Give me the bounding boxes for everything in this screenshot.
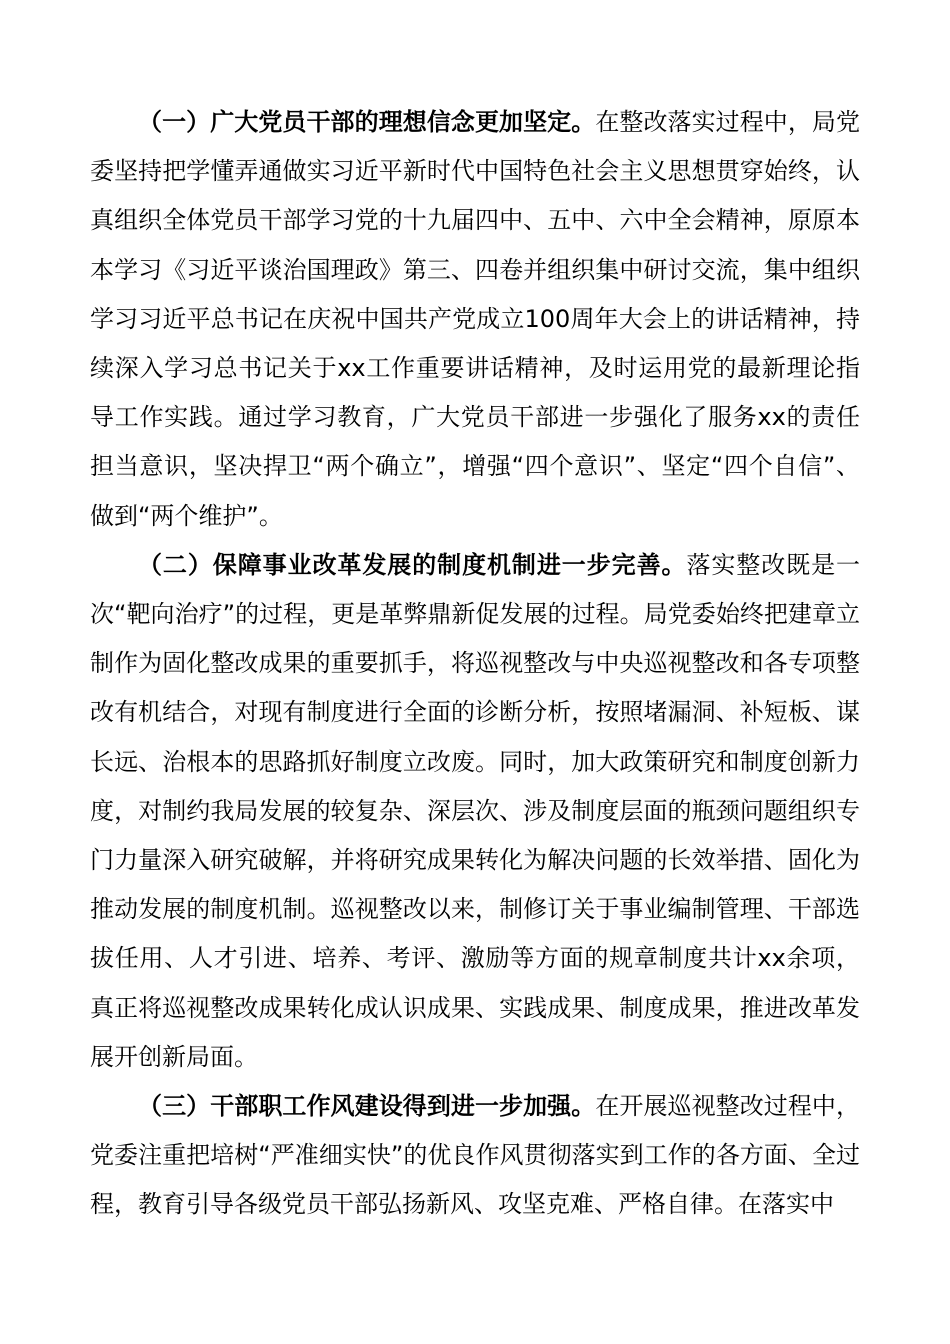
document-body	[90, 98, 860, 1230]
paragraph-2-heading: （二）保障事业改革发展的制度机制进一步完善。	[138, 550, 687, 579]
paragraph-1-heading: （一）广大党员干部的理想信念更加坚定。	[138, 108, 596, 136]
paragraph-3	[90, 1082, 860, 1230]
paragraph-2-body: 落实整改既是一次“靶向治疗”的过程，更是革弊鼎新促发展的过程。局党委始终把建章立制作为固化整改成果的重要抓手，将巡视整改与中央巡视整改和各专项整改有机结合，对现有制度进行全面的诊断分析，按照堵漏洞、补短板、谋长远、治根本的思路抓好制度立改废。同时，加大政策研究和制度创新力度，对制约我局发展的较复杂、深层次、涉及制度层面的瓶颈问题组织专门力量深入研究破解，并将研究成果转化为解决问题的长效举措、固化为推动发展的制度机制。巡视整改以来，制修订关于事业编制管理、干部选拔任用、人才引进、培养、考评、激励等方面的规章制度共计xx余项，真正将巡视整改成果转化成认识成果、实践成果、制度成果，推进改革发展开创新局面。	[90, 550, 861, 1071]
paragraph-1-body: 在整改落实过程中，局党委坚持把学懂弄通做实习近平新时代中国特色社会主义思想贯穿始终，认真组织全体党员干部学习党的十九届四中、五中、六中全会精神，原原本本学习《习近平谈治国理政》第三、四卷并组织集中研讨交流，集中组织学习习近平总书记在庆祝中国共产党成立100周年大会上的讲话精神，持续深入学习总书记关于xx工作重要讲话精神，及时运用党的最新理论指导工作实践。通过学习教育，广大党员干部进一步强化了服务xx的责任担当意识，坚决捍卫“两个确立”，增强“四个意识”、坚定“四个自信”、做到“两个维护”。	[90, 108, 861, 530]
paragraph-1	[90, 98, 860, 541]
paragraph-2	[90, 541, 860, 1082]
paragraph-3-heading: （三）干部职工作风建设得到进一步加强。	[138, 1092, 596, 1121]
paragraph-3-body: 在开展巡视整改过程中，党委注重把培树“严准细实快”的优良作风贯彻落实到工作的各方面、全过程，教育引导各级党员干部弘扬新风、攻坚克难、严格自律。在落实中	[90, 1092, 861, 1219]
